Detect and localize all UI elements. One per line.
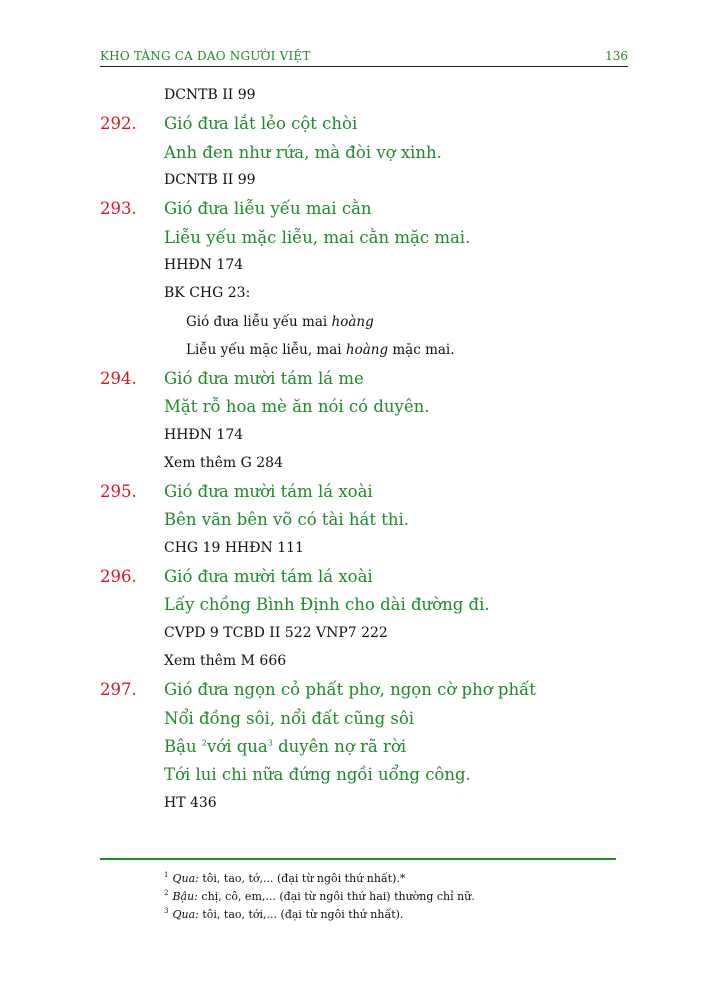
verse-line: Gió đưa mười tám lá xoài — [164, 482, 373, 501]
footnote-rule — [100, 858, 616, 860]
footnote-text: tôi, tao, tới,... (đại từ ngôi thứ nhất). — [198, 908, 404, 921]
verse-line: Mặt rỗ hoa mè ăn nói có duyên. — [164, 397, 430, 416]
page-number: 136 — [605, 49, 628, 63]
source-citation: HT 436 — [164, 795, 217, 811]
footnote-mark: 1 — [164, 871, 169, 880]
verse-line: Gió đưa lắt lẻo cột chòi — [164, 114, 358, 133]
source-citation: BK CHG 23: — [164, 285, 251, 301]
footnote — [164, 872, 405, 885]
verse-line: Nổi đồng sôi, nổi đất cũng sôi — [164, 709, 415, 728]
footnote-marker[interactable]: 2 — [201, 738, 207, 748]
source-citation: CVPD 9 TCBD II 522 VNP7 222 — [164, 625, 388, 641]
verse-line-with-footnotes — [164, 737, 406, 756]
verse-line: Gió đưa liễu yếu mai cằn — [164, 199, 372, 218]
quote-text: Liễu yếu mặc liễu, mai — [186, 342, 346, 358]
quote-emphasis: hoàng — [345, 342, 389, 358]
verse-number: 294. — [100, 369, 137, 388]
source-citation: DCNTB II 99 — [164, 87, 256, 103]
footnote-term: Qua: — [172, 908, 199, 921]
verse-number: 297. — [100, 680, 137, 699]
footnote-text: tôi, tao, tớ,... (đại từ ngôi thứ nhất).* — [198, 872, 406, 885]
running-header — [100, 49, 628, 67]
verse-line: Anh đen như rứa, mà đòi vợ xinh. — [164, 143, 442, 162]
footnote-term: Bậu: — [172, 890, 198, 903]
verse-line: Gió đưa mười tám lá xoài — [164, 567, 373, 586]
variant-quote — [186, 314, 374, 330]
verse-line: Liễu yếu mặc liễu, mai cằn mặc mai. — [164, 228, 471, 247]
footnote — [164, 890, 475, 903]
variant-quote — [186, 342, 455, 358]
verse-line: Lấy chồng Bình Định cho dài đường đi. — [164, 595, 490, 614]
verse-line: Tới lui chi nữa đứng ngồi uổng công. — [164, 765, 471, 784]
verse-number: 293. — [100, 199, 137, 218]
header-rule — [100, 66, 628, 67]
footnote-marker[interactable]: 3 — [267, 738, 273, 748]
verse-number: 292. — [100, 114, 137, 133]
source-citation: HHĐN 174 — [164, 427, 244, 443]
verse-line: Bên văn bên võ có tài hát thi. — [164, 510, 410, 529]
quote-text: mặc mai. — [388, 342, 455, 358]
verse-number: 295. — [100, 482, 137, 501]
verse-text: với qua — [206, 737, 268, 756]
footnote-term: Qua: — [172, 872, 199, 885]
footnote-mark: 3 — [164, 907, 169, 916]
quote-text: Gió đưa liễu yếu mai — [186, 314, 332, 330]
footnote — [164, 908, 403, 921]
verse-number: 296. — [100, 567, 137, 586]
verse-text: Bậu — [164, 737, 202, 756]
quote-emphasis: hoàng — [331, 314, 374, 330]
footnote-text: chị, cô, em,... (đại từ ngôi thứ hai) thường chỉ nữ. — [197, 890, 475, 903]
cross-reference: Xem thêm G 284 — [164, 455, 283, 471]
source-citation: DCNTB II 99 — [164, 172, 256, 188]
source-citation: CHG 19 HHĐN 111 — [164, 540, 304, 556]
footnote-mark: 2 — [164, 889, 169, 898]
source-citation: HHĐN 174 — [164, 257, 244, 273]
verse-line: Gió đưa ngọn cỏ phất phơ, ngọn cờ phơ phất — [164, 680, 536, 699]
verse-text: duyên nợ rã rời — [272, 737, 407, 756]
cross-reference: Xem thêm M 666 — [164, 653, 287, 669]
book-title: KHO TÀNG CA DAO NGƯỜI VIỆT — [100, 49, 311, 63]
verse-line: Gió đưa mười tám lá me — [164, 369, 364, 388]
